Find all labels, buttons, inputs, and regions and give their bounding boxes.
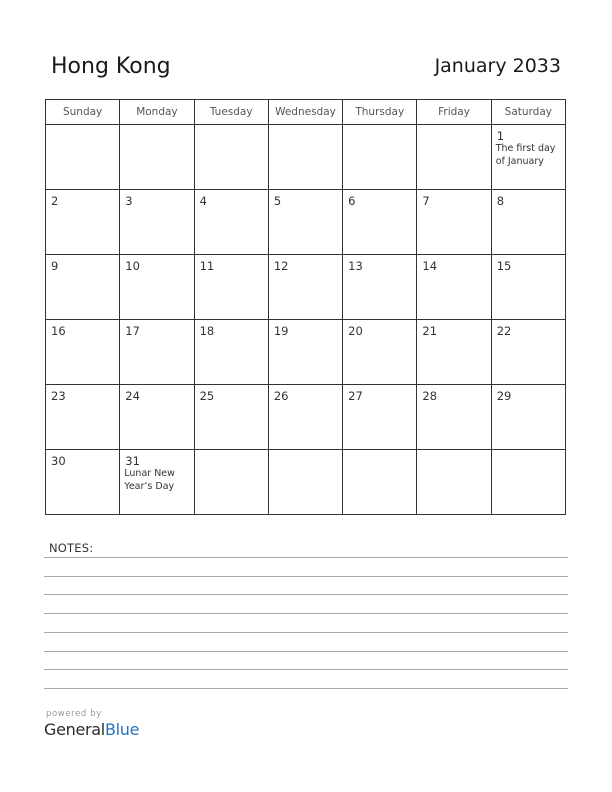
week-row (46, 190, 566, 255)
day-number: 16 (51, 324, 66, 338)
day-cell (417, 450, 491, 515)
day-cell (46, 255, 120, 320)
day-cell (194, 385, 268, 450)
brand-general: General (44, 720, 105, 739)
weekday-sunday: Sunday (46, 100, 120, 125)
day-number: 27 (348, 389, 363, 403)
notes-line (44, 688, 568, 689)
day-number: 10 (125, 259, 140, 273)
notes-line (44, 669, 568, 670)
day-cell (46, 125, 120, 190)
day-number: 22 (496, 324, 512, 338)
day-cell (194, 125, 268, 190)
day-number: 31 (125, 454, 140, 468)
day-cell (491, 255, 565, 320)
notes-line (44, 613, 568, 614)
day-number: 6 (348, 194, 356, 208)
day-cell (343, 385, 417, 450)
notes-label: NOTES: (49, 541, 94, 555)
day-number: 28 (422, 389, 438, 403)
day-cell (343, 320, 417, 385)
generalblue-logo[interactable] (44, 720, 139, 739)
day-number: 29 (496, 389, 512, 403)
day-cell (268, 125, 342, 190)
day-cell (120, 125, 194, 190)
day-cell (194, 450, 268, 515)
holiday-note: Lunar New Year’s Day (124, 468, 175, 492)
day-number: 30 (51, 454, 66, 468)
day-cell (194, 320, 268, 385)
day-number: 24 (125, 389, 140, 403)
day-number: 5 (273, 194, 282, 208)
weekday-thursday: Thursday (343, 100, 417, 125)
day-number: 18 (199, 324, 215, 338)
day-number: 26 (273, 389, 289, 403)
day-number: 1 (496, 129, 505, 143)
brand-blue: Blue (104, 720, 140, 739)
day-cell (491, 190, 565, 255)
day-cell (491, 320, 565, 385)
notes-line (44, 632, 568, 633)
week-row (46, 320, 566, 385)
day-cell (268, 255, 342, 320)
day-cell (120, 450, 194, 515)
day-cell (417, 190, 491, 255)
day-number: 23 (51, 389, 66, 403)
weekday-friday: Friday (417, 100, 491, 125)
calendar-grid (45, 99, 566, 515)
day-cell (343, 450, 417, 515)
day-number: 9 (51, 259, 59, 273)
day-number: 13 (348, 259, 363, 273)
week-row (46, 125, 566, 190)
day-number: 19 (273, 324, 289, 338)
powered-by-text: powered by (46, 709, 102, 719)
day-cell (120, 385, 194, 450)
day-number: 20 (348, 324, 363, 338)
day-cell (268, 190, 342, 255)
notes-line (44, 594, 568, 595)
day-cell (120, 255, 194, 320)
day-cell (268, 450, 342, 515)
weekday-saturday: Saturday (491, 100, 565, 125)
day-cell (194, 190, 268, 255)
week-row (46, 255, 566, 320)
notes-line (44, 651, 568, 652)
notes-line (44, 557, 568, 558)
notes-line (44, 576, 568, 577)
day-cell (343, 190, 417, 255)
day-cell (491, 385, 565, 450)
day-number: 11 (199, 259, 215, 273)
day-number: 7 (422, 194, 430, 208)
day-cell (268, 320, 342, 385)
day-number: 2 (51, 194, 59, 208)
day-cell (46, 385, 120, 450)
day-number: 3 (125, 194, 133, 208)
day-number: 8 (496, 194, 505, 208)
day-cell (491, 450, 565, 515)
region-title: Hong Kong (51, 54, 171, 79)
day-cell (46, 320, 120, 385)
weekday-monday: Monday (120, 100, 194, 125)
day-cell (417, 255, 491, 320)
day-number: 21 (422, 324, 438, 338)
day-cell (46, 190, 120, 255)
day-cell (46, 450, 120, 515)
week-row (46, 450, 566, 515)
day-number: 17 (125, 324, 140, 338)
day-cell (491, 125, 565, 190)
holiday-note: The first day of January (495, 143, 556, 167)
day-cell (417, 125, 491, 190)
weekday-tuesday: Tuesday (194, 100, 268, 125)
day-cell (268, 385, 342, 450)
day-number: 12 (273, 259, 289, 273)
day-cell (343, 255, 417, 320)
day-cell (120, 320, 194, 385)
day-cell (194, 255, 268, 320)
day-number: 4 (199, 194, 207, 208)
day-cell (343, 125, 417, 190)
day-cell (120, 190, 194, 255)
week-row (46, 385, 566, 450)
day-cell (417, 385, 491, 450)
day-cell (417, 320, 491, 385)
day-number: 14 (422, 259, 438, 273)
month-title: January 2033 (434, 55, 561, 77)
day-number: 25 (199, 389, 215, 403)
day-number: 15 (496, 259, 512, 273)
weekday-header-row (46, 100, 566, 125)
weekday-wednesday: Wednesday (268, 100, 342, 125)
